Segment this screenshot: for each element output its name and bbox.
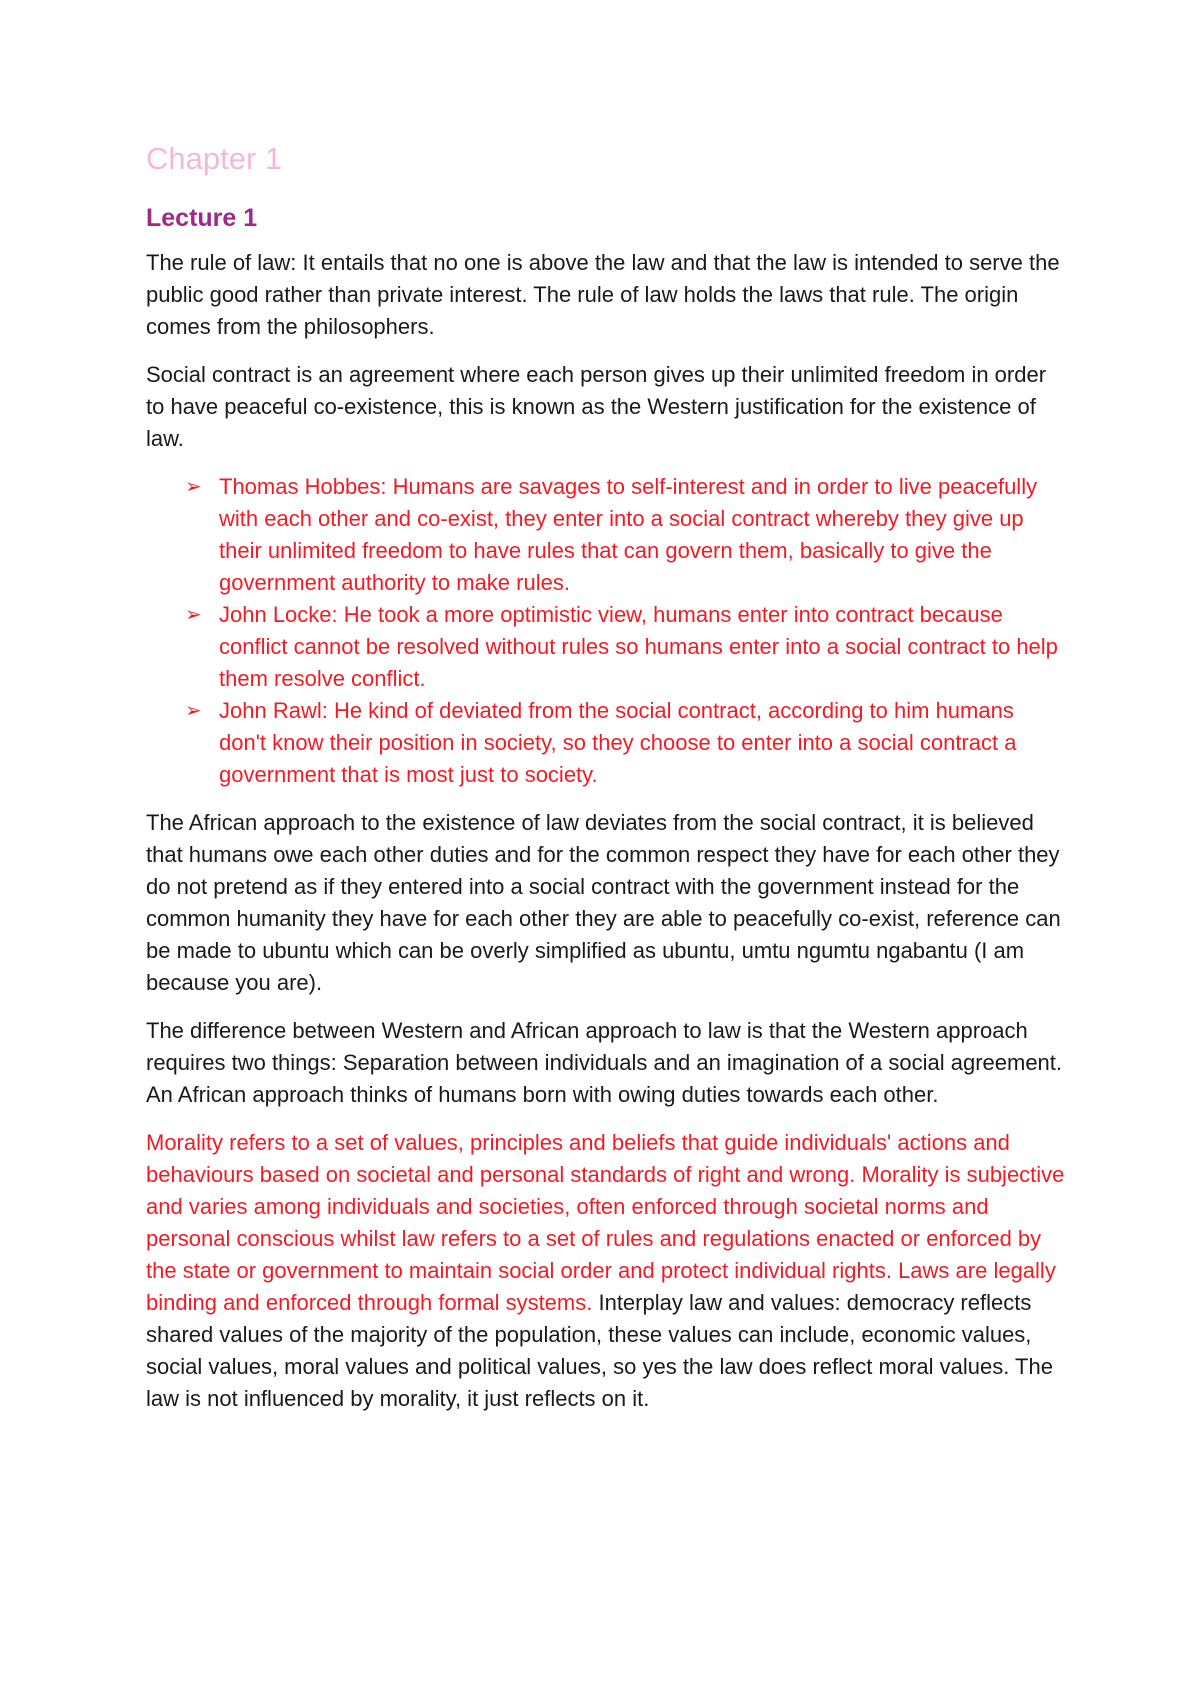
philosophers-list: [146, 471, 1066, 791]
paragraph-difference: The difference between Western and African approach to law is that the Western approach requires two things: Separation between individuals and an imagination of a social agreement. An African approach thinks of humans born with owing duties towards each other.: [146, 1018, 1063, 1108]
morality-definition-text: Morality refers to a set of values, principles and beliefs that guide individuals' actions and behaviours based on societal and personal standards of right and wrong. Morality is subjective and varies among individuals and societies, often enforced through societal norms and personal conscious whilst law refers to a set of rules and regulations enacted or enforced by the state or government to maintain social order and protect individual rights. Laws are legally binding and enforced through formal systems.: [146, 1130, 1065, 1316]
document-page: [146, 140, 1066, 1431]
list-item-rawl: [146, 695, 1066, 791]
list-item-text: Thomas Hobbes: Humans are savages to self-interest and in order to live peacefully with each other and co-exist, they enter into a social contract whereby they give up their unlimited freedom to have rules that can govern them, basically to give the government authority to make rules.: [219, 474, 1038, 596]
arrow-bullet-icon: ➢: [185, 700, 202, 723]
list-item-text: John Locke: He took a more optimistic view, humans enter into contract because conflict cannot be resolved without rules so humans enter into a social contract to help them resolve conflict.: [219, 602, 1058, 692]
arrow-bullet-icon: ➢: [185, 604, 202, 627]
lecture-heading: Lecture 1: [146, 204, 258, 233]
paragraph-rule-of-law: The rule of law: It entails that no one is above the law and that the law is intended to serve the public good rather than private interest. The rule of law holds the laws that rule. The origin comes from the philosophers.: [146, 250, 1060, 340]
list-item-locke: [146, 599, 1066, 695]
paragraph-social-contract: Social contract is an agreement where each person gives up their unlimited freedom in order to have peaceful co-existence, this is known as the Western justification for the existence of law.: [146, 362, 1047, 452]
interplay-text: Interplay law and values: democracy reflects shared values of the majority of the population, these values can include, economic values, social values, moral values and political values, so yes the law does reflect moral values. The law is not influenced by morality, it just reflects on it.: [146, 1290, 1053, 1412]
chapter-heading: Chapter 1: [146, 141, 283, 176]
list-item-hobbes: [146, 471, 1066, 599]
paragraph-morality: [146, 1127, 1066, 1415]
arrow-bullet-icon: ➢: [185, 476, 202, 499]
list-item-text: John Rawl: He kind of deviated from the social contract, according to him humans don't know their position in society, so they choose to enter into a social contract a government that is most just to society.: [219, 698, 1017, 788]
paragraph-african-approach: The African approach to the existence of law deviates from the social contract, it is believed that humans owe each other duties and for the common respect they have for each other they do not pretend as if they entered into a social contract with the government instead for the common humanity they have for each other they are able to peacefully co-exist, reference can be made to ubuntu which can be overly simplified as ubuntu, umtu ngumtu ngabantu (I am because you are).: [146, 810, 1061, 996]
